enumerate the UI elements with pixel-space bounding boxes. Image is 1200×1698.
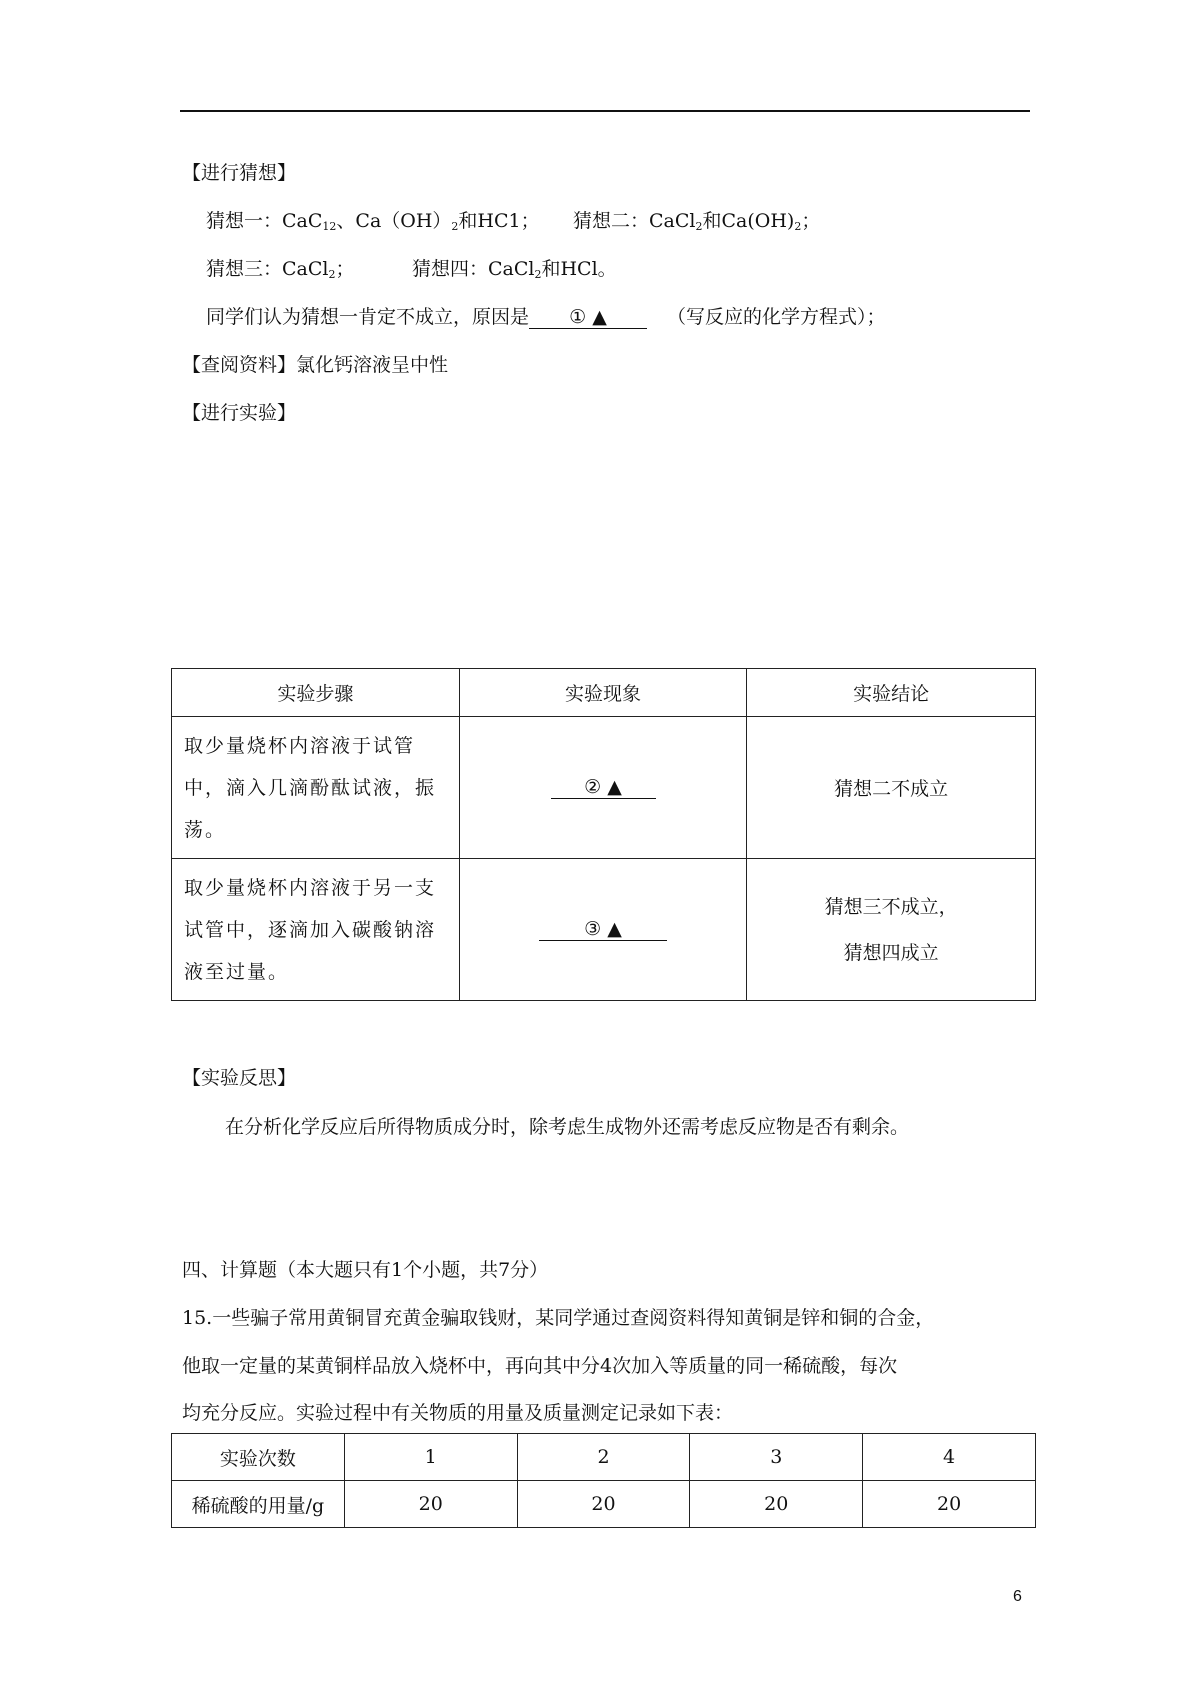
guess-4: 猜想四：CaCl$_2$和HCl。: [412, 258, 617, 281]
table-cell: 4: [863, 1434, 1036, 1481]
page-number: 6: [1013, 1588, 1022, 1605]
table-cell: 3: [690, 1434, 863, 1481]
table-header: 实验结论: [747, 669, 1036, 717]
table-cell: 20: [690, 1481, 863, 1528]
table-header: 实验现象: [459, 669, 747, 717]
guess-3: 猜想三：CaCl$_2$；: [206, 258, 355, 281]
answer-blank-1[interactable]: ① ▲: [529, 306, 647, 329]
table-cell: 20: [517, 1481, 690, 1528]
guess-1: 猜想一：CaC$_{12}$、$Ca(OH)_2$和HC1；: [206, 210, 540, 233]
phenomenon-cell: [459, 717, 747, 859]
question-15-line-2: 他取一定量的某黄铜样品放入烧杯中，再向其中分4次加入等质量的同一稀硫酸，每次: [182, 1355, 898, 1377]
row-label: 稀硫酸的用量/g: [172, 1481, 345, 1528]
question-15-line-1: 15.一些骗子常用黄铜冒充黄金骗取钱财，某同学通过查阅资料得知黄铜是锌和铜的合金，: [182, 1307, 935, 1329]
header-rule: [180, 110, 1030, 112]
table-cell: 1: [344, 1434, 517, 1481]
table-row: [172, 859, 1036, 1001]
phenomenon-cell: [459, 859, 747, 1001]
table-cell: 2: [517, 1434, 690, 1481]
table-cell: 20: [344, 1481, 517, 1528]
heading-reflect: 【实验反思】: [182, 1067, 297, 1089]
heading-experiment: 【进行实验】: [182, 402, 297, 424]
table-cell: 20: [863, 1481, 1036, 1528]
heading-calc: 四、计算题（本大题只有1个小题，共7分）: [182, 1259, 549, 1281]
table-header-row: [172, 669, 1036, 717]
table-row: [172, 1434, 1036, 1481]
measurement-table: [171, 1433, 1036, 1528]
row-label: 实验次数: [172, 1434, 345, 1481]
experiment-table: [171, 668, 1036, 1001]
conclusion-cell: 猜想二不成立: [747, 717, 1036, 859]
answer-blank-2[interactable]: ② ▲: [551, 776, 656, 799]
conclusion-cell: 猜想三不成立， 猜想四成立: [747, 859, 1036, 1001]
table-header: 实验步骤: [172, 669, 460, 717]
step-cell: 取少量烧杯内溶液于另一支试管中，逐滴加入碳酸钠溶液至过量。: [172, 859, 460, 1001]
reflect-text: 在分析化学反应后所得物质成分时，除考虑生成物外还需考虑反应物是否有剩余。: [225, 1116, 910, 1138]
table-row: [172, 717, 1036, 859]
guess-2: 猜想二：CaCl$_2$和$Ca(OH)_2$；: [573, 210, 821, 233]
table-row: [172, 1481, 1036, 1528]
info-line: 【查阅资料】氯化钙溶液呈中性: [182, 354, 449, 376]
reason-line: 同学们认为猜想一肯定不成立，原因是 ① ▲ （写反应的化学方程式）；: [206, 306, 886, 328]
answer-blank-3[interactable]: ③ ▲: [539, 918, 667, 941]
heading-guess: 【进行猜想】: [182, 162, 297, 184]
step-cell: 取少量烧杯内溶液于试管中，滴入几滴酚酞试液，振荡。: [172, 717, 460, 859]
heading-info: 【查阅资料】: [182, 354, 297, 376]
question-15-line-3: 均充分反应。实验过程中有关物质的用量及质量测定记录如下表：: [182, 1402, 734, 1424]
